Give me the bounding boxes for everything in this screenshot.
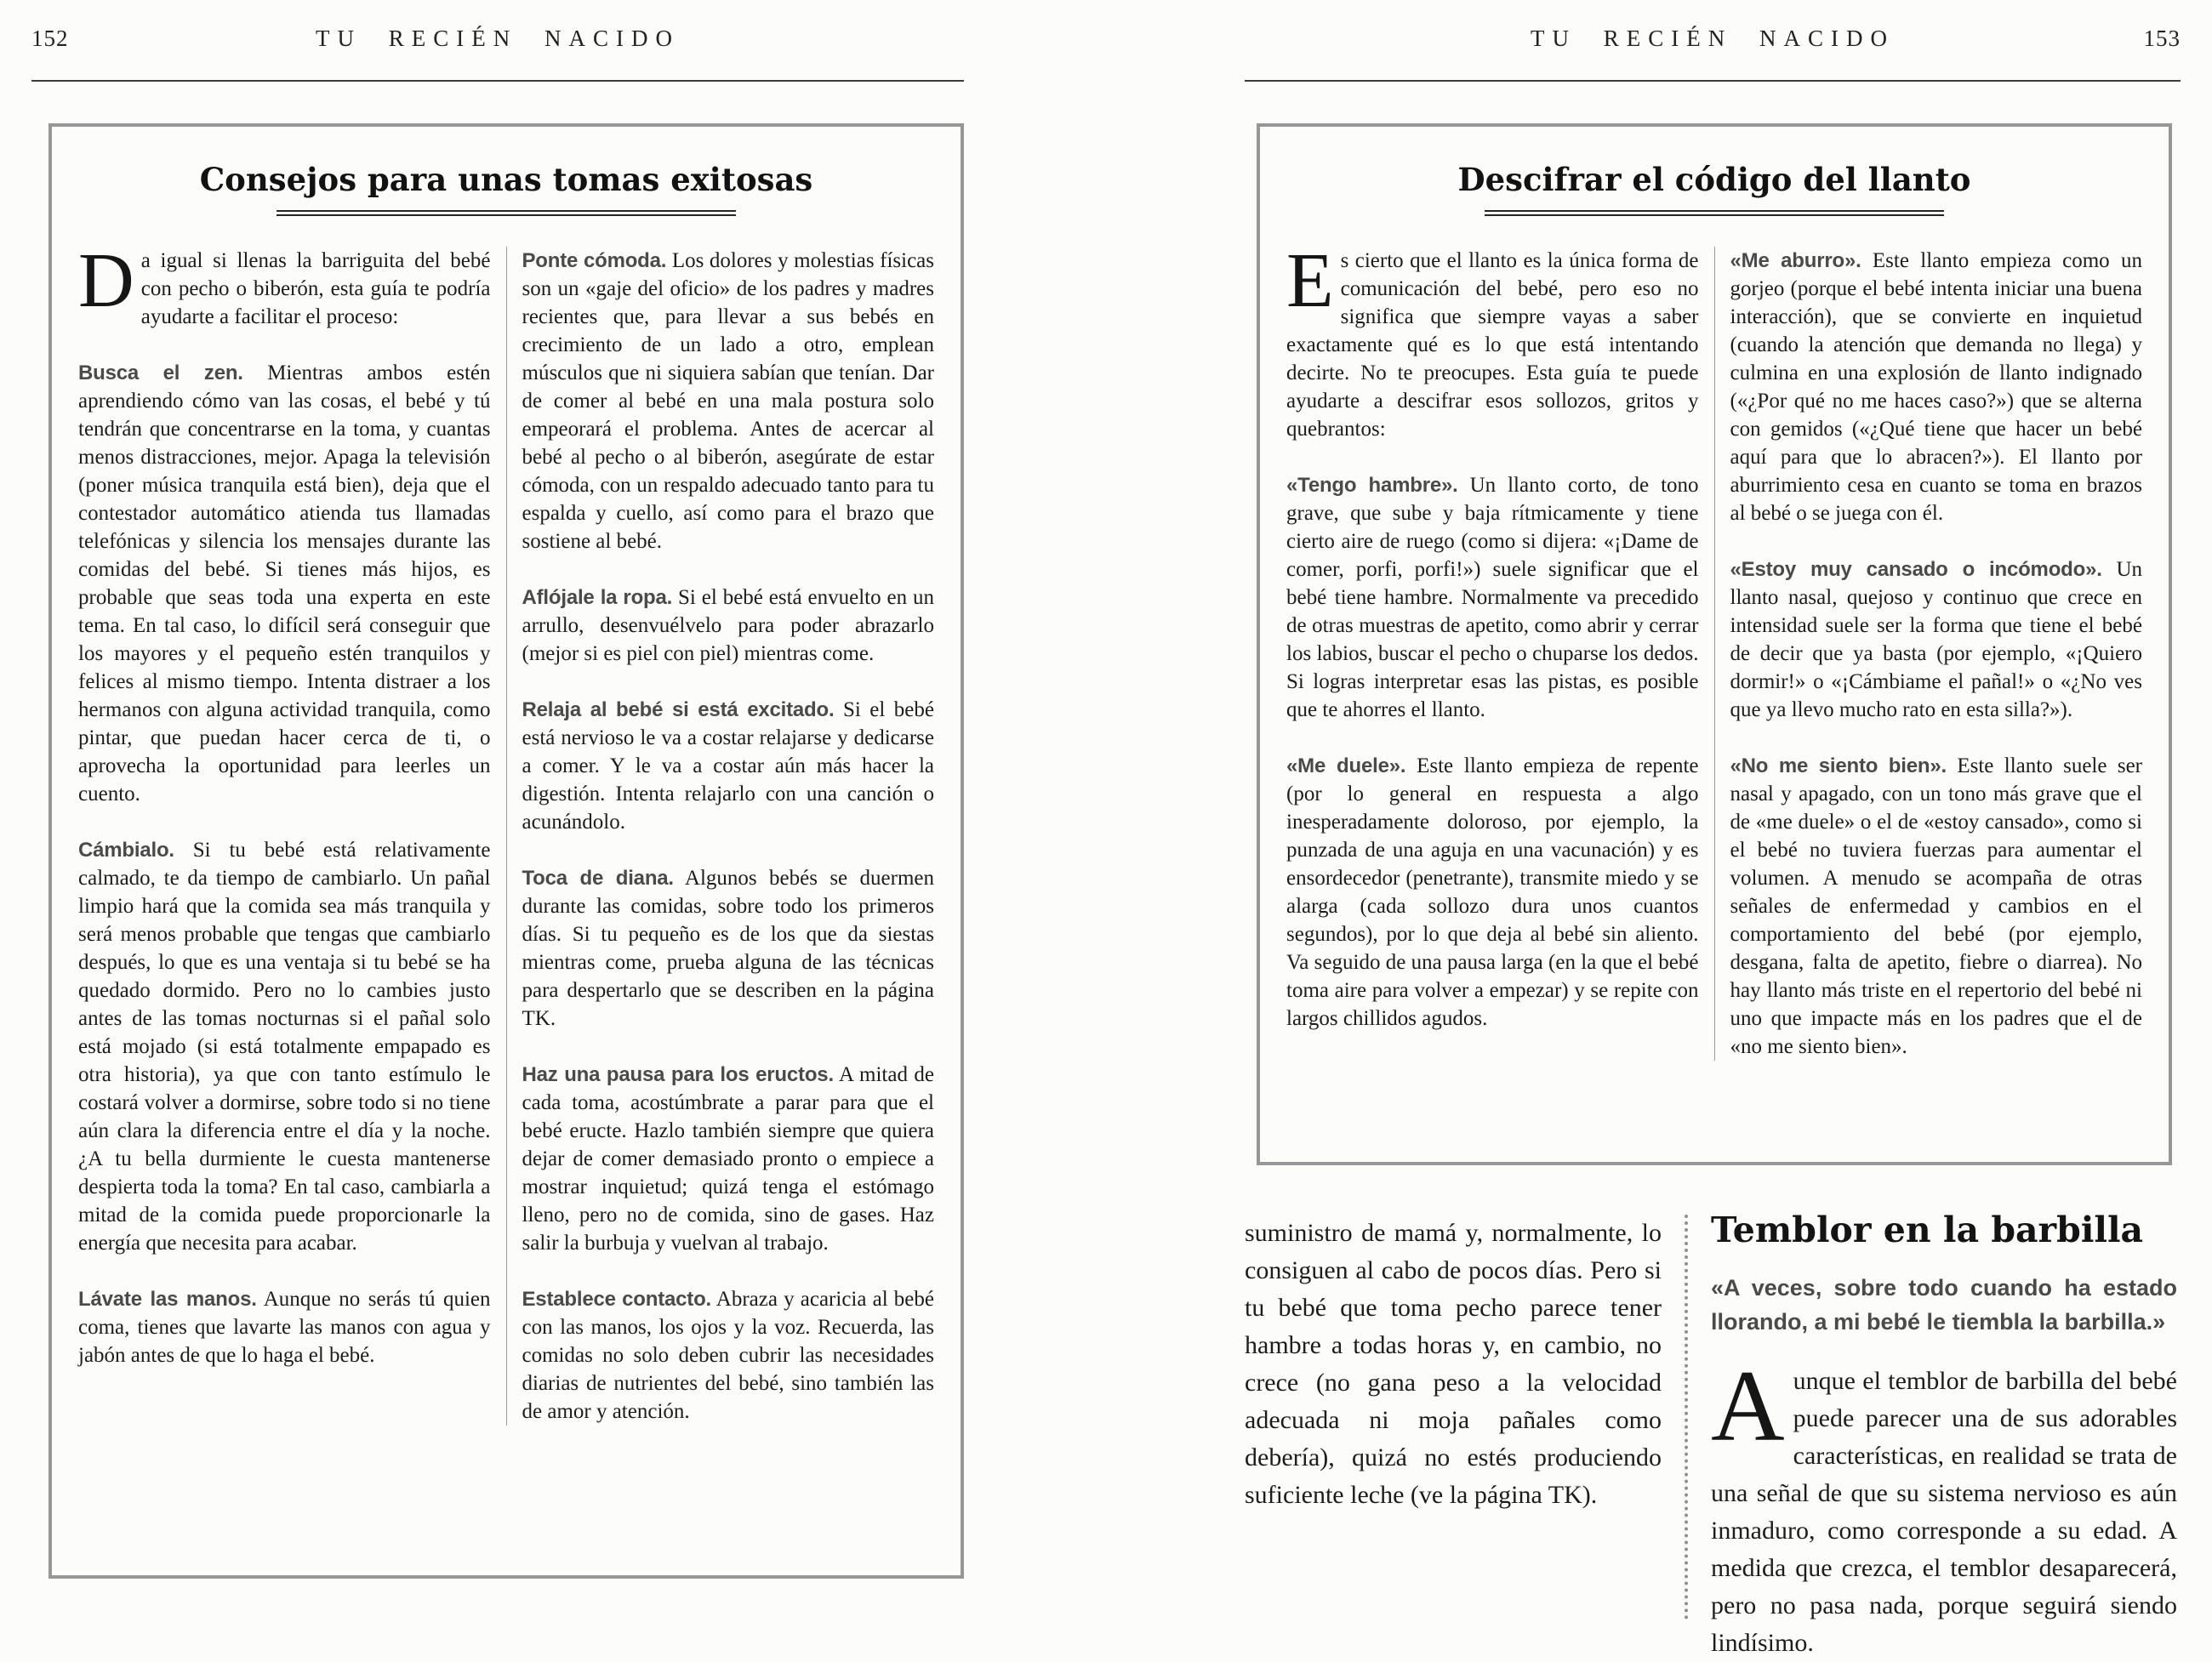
continuation-paragraph [1245, 1215, 1662, 1514]
paragraph [522, 247, 935, 555]
dotted-divider [1685, 1215, 1688, 1619]
page-left-header [31, 0, 964, 80]
section-title: Temblor en la barbilla [1711, 1210, 2144, 1250]
header-rule [31, 80, 964, 82]
feature-box-llanto [1257, 123, 2172, 1165]
run-in-heading: «No me siento bien». [1730, 754, 1947, 777]
below-box-region [1245, 1210, 2181, 1657]
paragraph [1286, 752, 1699, 1033]
title-double-rule [276, 210, 736, 216]
page-right [1106, 0, 2212, 1657]
paragraph [1730, 752, 2143, 1061]
box-title: Descifrar el código del llanto [1457, 161, 1971, 198]
paragraph-text: Si el bebé está nervioso le va a costar relajarse y dedicarse a comer. Y le va a costar aún más hacer la digestión. Intenta relajarlo con una canción o acunándolo. [522, 698, 934, 834]
page-left-content [31, 0, 964, 1579]
paragraph [1730, 555, 2143, 724]
paragraph-text: Abraza y acaricia al bebé con las manos, los ojos y la voz. Recuerda, las comidas no solo deben cubrir las necesidades diarias de nutrientes del bebé, sino también las de amor y atención. [522, 1288, 934, 1423]
running-head: TU RECIÉN NACIDO [316, 26, 680, 51]
paragraph-text: Si el bebé está envuelto en un arrullo, desenvuélvelo para poder abrazarlo (mejor si es piel con piel) mientras come. [522, 586, 935, 665]
column-divider [506, 247, 507, 1426]
run-in-heading: Busca el zen. [78, 361, 243, 384]
paragraph-text: Este llanto empieza de repente (por lo general en respuesta a algo inesperadamente doloroso, por ejemplo, la punzada de una aguja en una vacunación) y es ensordecedor (penetrante), transmite miedo y se alarga (cada sollozo dura unos cuantos segundos), por lo que deja al bebé sin aliento. Va seguido de una pausa larga (en la que el bebé toma aire para volver a empezar) y se repite con largos chillidos agudos. [1286, 754, 1699, 1030]
section-quote: «A veces, sobre todo cuando ha estado llorando, a mi bebé le tiembla la barbilla.» [1711, 1275, 2177, 1335]
paragraph [522, 696, 935, 836]
paragraph-text: Los dolores y molestias físicas son un «gaje del oficio» de los padres y madres recientes que, para llevar a sus bebés en crecimiento de un lado a otro, emplean músculos que ni siquiera sabían que tenían. Dar de comer al bebé en una mala postura solo empeorará el problema. Antes de acercar al bebé al pecho o al biberón, asegúrate de estar cómoda, con un respaldo adecuado tanto para tu espalda y cuello, así como para el brazo que sostiene al bebé. [522, 249, 935, 553]
paragraph-text: Este llanto suele ser nasal y apagado, con un tono más grave que el de «me duele» o el de «estoy cansado», como si el bebé no tuviera fuerzas para aumentar el volumen. A menudo se acompaña de otras señales de enfermedad y cambios en el comportamiento del bebé (por ejemplo, desgana, falta de apetito, fiebre o diarrea). No hay llanto más triste en el repertorio del bebé ni uno que impacte más en los padres que el de «no me siento bien». [1730, 754, 2143, 1058]
paragraph-text: Aunque no serás tú quien coma, tienes que lavarte las manos con agua y jabón antes de que lo haga el bebé. [78, 1288, 491, 1367]
run-in-heading: Relaja al bebé si está excitado. [522, 698, 835, 721]
box-columns [1260, 237, 2169, 1061]
paragraph-text: Este llanto empieza como un gorjeo (porque el bebé intenta iniciar una buena interacción), que se convierte en inquietud (cuando la atención que demanda no llega) y culmina en una explosión de llanto indignado («¿Por qué no me haces caso?») que se alterna con gemidos («¿Qué tiene que hacer un bebé aquí para que lo abracen?»). El llanto por aburrimiento cesa en cuanto se toma en brazos al bebé o se juega con él. [1730, 249, 2142, 525]
feature-box-tomas [48, 123, 964, 1579]
paragraph [1730, 247, 2143, 527]
paragraph-text: Un llanto corto, de tono grave, que sube y baja rítmicamente y tiene cierto aire de ruego (como si dijera: «¡Dame de comer, porfi, porfi!») suele significar que el bebé tiene hambre. Normalmente va precedido de otras muestras de apetito, como abrir y cerrar los labios, buscar el pecho o chuparse los dedos. Si logras interpretar esas las pistas, es posible que te ahorres el llanto. [1286, 474, 1699, 721]
box-title: Consejos para unas tomas exitosas [199, 161, 813, 198]
paragraph-text: unque el temblor de barbilla del bebé puede parecer una de sus adorables características, en realidad se trata de una señal de que su sistema nervioso es aún inmaduro, como corresponde a su edad. A medida que crezca, el temblor desaparecerá, pero no pasa nada, porque seguirá siendo lindísimo. [1711, 1367, 2177, 1657]
paragraph [78, 359, 491, 808]
run-in-heading: Establece contacto. [522, 1288, 712, 1311]
run-in-heading: Haz una pausa para los eructos. [522, 1063, 834, 1086]
paragraph-text: A mitad de cada toma, acostúmbrate a parar para que el bebé eructe. Hazlo también siempre que quiera dejar de comer demasiado pronto o empiece a mostrar inquietud; quizá tenga el estómago lleno, pero no de comida, sino de gases. Haz salir la burbuja y vuelvan al trabajo. [522, 1063, 934, 1255]
paragraph-text: a igual si llenas la barriguita del bebé con pecho o biberón, esta guía te podría ayudarte a facilitar el proceso: [140, 249, 491, 328]
drop-cap: D [78, 237, 134, 323]
paragraph [78, 237, 491, 331]
paragraph-text: s cierto que el llanto es la única forma de comunicación del bebé, pero eso no significa que siempre vayas a saber exactamente qué es lo que está intentando decirte. No te preocupes. Esta guía te puede ayudarte a descifrar esos sollozos, gritos y quebrantos: [1286, 249, 1699, 441]
box-column-2 [1730, 247, 2143, 1061]
paragraph-text: Si tu bebé está relativamente calmado, te da tiempo de cambiarlo. Un pañal limpio hará que la comida sea más tranquila y será menos probable que tengas que cambiarlo después, lo que es una ventaja si tu bebé se ha quedado dormido. Pero no lo cambies justo antes de las tomas nocturnas si el pañal solo está mojado (si está totalmente empapado es otra historia), ya que con tanto estímulo le costará volver a dormirse, sobre todo si no tiene aún clara la diferencia entre el día y la noche. ¿A tu bella durmiente le cuesta mantenerse despierta toda la toma? En tal caso, cambiarla a mitad de la comida puede proporcionarle la energía que necesita para acabar. [78, 839, 491, 1255]
drop-cap: E [1286, 237, 1334, 323]
run-in-heading: «Tengo hambre». [1286, 474, 1458, 497]
page-number: 153 [2143, 26, 2181, 51]
paragraph [522, 583, 935, 668]
run-in-heading: «Estoy muy cansado o incómodo». [1730, 558, 2102, 581]
paragraph [522, 864, 935, 1033]
run-in-heading: Ponte cómoda. [522, 249, 667, 272]
run-in-heading: «Me aburro». [1730, 249, 1861, 272]
page-right-header [1245, 0, 2181, 80]
run-in-heading: Cámbialo. [78, 839, 174, 862]
section-paragraph [1711, 1349, 2177, 1662]
paragraph [522, 1061, 935, 1257]
drop-cap: A [1711, 1349, 1785, 1462]
continuation-column [1245, 1215, 1662, 1609]
paragraph [522, 1285, 935, 1426]
paragraph [78, 836, 491, 1257]
section-column [1711, 1210, 2177, 1657]
column-divider [1714, 247, 1715, 1061]
page-right-content [1245, 0, 2181, 1657]
box-column-2 [522, 247, 935, 1426]
run-in-heading: Toca de diana. [522, 867, 674, 890]
run-in-heading: Lávate las manos. [78, 1288, 257, 1311]
box-columns [52, 237, 961, 1426]
paragraph [78, 1285, 491, 1369]
header-rule [1245, 80, 2181, 82]
page-left [0, 0, 1106, 1635]
paragraph-text: suministro de mamá y, normalmente, lo consiguen al cabo de pocos días. Pero si tu bebé que toma pecho parece tener hambre a todas horas y, en cambio, no crece (no gana peso a la velocidad adecuada ni moja pañales como debería), quizá no estés produciendo suficiente leche (ve la página TK). [1245, 1219, 1662, 1509]
paragraph [1286, 237, 1699, 443]
paragraph-text: Mientras ambos estén aprendiendo cómo van las cosas, el bebé y tú tendrán que concentrarse en la toma, y cuantas menos distracciones, mejor. Apaga la televisión (poner música tranquila está bien), deja que el contestador automático atienda tus llamadas telefónicas y silencia los mensajes durante las comidas del bebé. Si tienes más hijos, es probable que seas toda una experta en este tema. En tal caso, lo difícil será conseguir que los mayores y el pequeño estén tranquilos y felices al mismo tiempo. Intenta distraer a los hermanos con alguna actividad tranquila, como pintar, que puedan hacer cerca de ti, o aprovecha la oportunidad para leerles un cuento. [78, 361, 491, 805]
page-number: 152 [31, 26, 69, 51]
run-in-heading: «Me duele». [1286, 754, 1406, 777]
box-column-1 [1286, 237, 1699, 1061]
paragraph-text: Algunos bebés se duermen durante las comidas, sobre todo los primeros días. Si tu pequeño es de los que da siestas mientras come, prueba alguna de las técnicas para despertarlo que se describen en la página TK. [522, 867, 934, 1030]
run-in-heading: Aflójale la ropa. [522, 586, 673, 609]
paragraph-text: Un llanto nasal, quejoso y continuo que crece en intensidad suele ser la forma que tiene el bebé de decir que ya basta (por ejemplo, «¡Quiero dormir!» o «¡Cámbiame el pañal!» o «¿No ves que ya llevo mucho rato en esta silla?»). [1730, 558, 2143, 721]
title-double-rule [1485, 210, 1944, 216]
paragraph [1286, 471, 1699, 724]
box-column-1 [78, 237, 491, 1426]
running-head: TU RECIÉN NACIDO [1531, 26, 1895, 51]
